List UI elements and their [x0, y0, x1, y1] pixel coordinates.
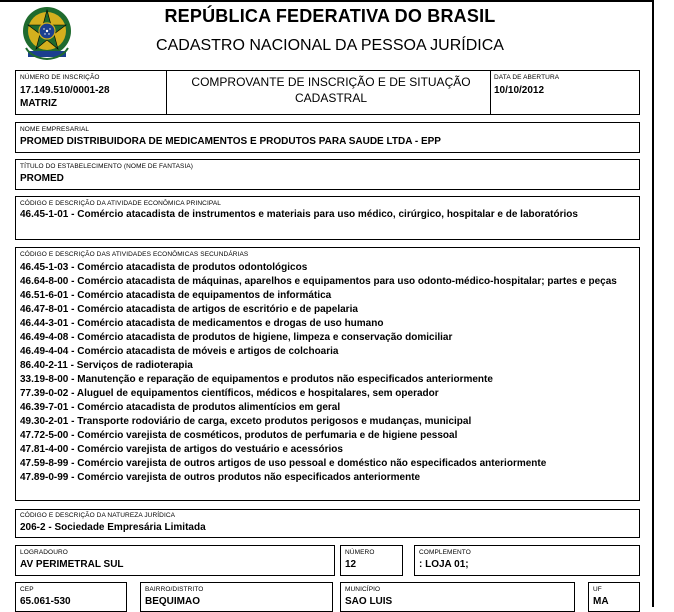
- street: AV PERIMETRAL SUL: [20, 559, 124, 570]
- list-item: 46.49-4-04 - Comércio atacadista de móveis e artigos de colchoaria: [20, 346, 339, 357]
- trade-name: PROMED: [20, 173, 64, 184]
- list-item: 46.64-8-00 - Comércio atacadista de máquinas, aparelhos e equipamentos para uso odonto-médico-hospitalar; partes e peças: [20, 276, 617, 287]
- list-item: 47.89-0-99 - Comércio varejista de outros produtos não especificados anteriormente: [20, 472, 421, 483]
- legal-nature-label: CÓDIGO E DESCRIÇÃO DA NATUREZA JURÍDICA: [20, 512, 176, 519]
- district: BEQUIMAO: [145, 596, 200, 607]
- list-item: 46.45-1-03 - Comércio atacadista de produtos odontológicos: [20, 262, 308, 273]
- complement-label: COMPLEMENTO: [419, 549, 471, 556]
- number: 12: [345, 559, 357, 570]
- list-item: 46.51-6-01 - Comércio atacadista de equipamentos de informática: [20, 290, 332, 301]
- legal-nature: 206-2 - Sociedade Empresária Limitada: [20, 522, 206, 533]
- document-title: [170, 74, 492, 106]
- frame-top-line: [0, 0, 654, 2]
- complement: : LOJA 01;: [419, 559, 469, 570]
- document-title-line2: CADASTRAL: [294, 91, 368, 105]
- main-activity-label: CÓDIGO E DESCRIÇÃO DA ATIVIDADE ECONÔMICA PRINCIPAL: [20, 200, 221, 207]
- zip-label: CEP: [20, 586, 34, 593]
- zip: 65.061-530: [20, 596, 71, 607]
- state-label: UF: [593, 586, 602, 593]
- street-label: LOGRADOURO: [20, 549, 68, 556]
- list-item: 46.47-8-01 - Comércio atacadista de artigos de escritório e de papelaria: [20, 304, 358, 315]
- secondary-activities-label: CÓDIGO E DESCRIÇÃO DAS ATIVIDADES ECONÔMICAS SECUNDÁRIAS: [20, 251, 249, 258]
- city-label: MUNICÍPIO: [345, 586, 381, 593]
- registry-title: CADASTRO NACIONAL DA PESSOA JURÍDICA: [156, 37, 504, 54]
- divider: [166, 70, 167, 115]
- state: MA: [593, 596, 609, 607]
- city: SAO LUIS: [345, 596, 393, 607]
- opening-date-label: DATA DE ABERTURA: [494, 74, 560, 81]
- list-item: 86.40-2-11 - Serviços de radioterapia: [20, 360, 193, 371]
- list-item: 33.19-8-00 - Manutenção e reparação de equipamentos e produtos não especificados anteriormente: [20, 374, 493, 385]
- list-item: 46.49-4-08 - Comércio atacadista de produtos de higiene, limpeza e conservação domiciliar: [20, 332, 453, 343]
- main-activity: 46.45-1-01 - Comércio atacadista de instrumentos e materiais para uso médico, cirúrgico, hospitalar e de laboratórios: [20, 209, 578, 220]
- frame-right-line: [652, 0, 654, 607]
- country-title: REPÚBLICA FEDERATIVA DO BRASIL: [164, 6, 496, 26]
- opening-date: 10/10/2012: [494, 85, 545, 96]
- list-item: 49.30-2-01 - Transporte rodoviário de carga, exceto produtos perigosos e mudanças, municipal: [20, 416, 472, 427]
- list-item: 47.81-4-00 - Comércio varejista de artigos do vestuário e acessórios: [20, 444, 343, 455]
- list-item: 47.59-8-99 - Comércio varejista de outros artigos de uso pessoal e doméstico não especificados anteriormente: [20, 458, 547, 469]
- coat-of-arms-icon: [18, 4, 76, 62]
- list-item: 77.39-0-02 - Aluguel de equipamentos científicos, médicos e hospitalares, sem operador: [20, 388, 439, 399]
- secondary-activities-list: [20, 261, 640, 485]
- company-name-label: NOME EMPRESARIAL: [20, 126, 90, 133]
- trade-name-label: TÍTULO DO ESTABELECIMENTO (NOME DE FANTASIA): [20, 163, 194, 170]
- inscription-type: MATRIZ: [20, 98, 58, 109]
- list-item: 46.39-7-01 - Comércio atacadista de produtos alimentícios em geral: [20, 402, 341, 413]
- list-item: 46.44-3-01 - Comércio atacadista de medicamentos e drogas de uso humano: [20, 318, 384, 329]
- number-label: NÚMERO: [345, 549, 375, 556]
- company-name: PROMED DISTRIBUIDORA DE MEDICAMENTOS E PRODUTOS PARA SAUDE LTDA - EPP: [20, 136, 441, 147]
- document-title-line1: COMPROVANTE DE INSCRIÇÃO E DE SITUAÇÃO: [191, 75, 471, 89]
- list-item: 47.72-5-00 - Comércio varejista de cosméticos, produtos de perfumaria e de higiene pessoal: [20, 430, 458, 441]
- inscription-label: NÚMERO DE INSCRIÇÃO: [20, 74, 100, 81]
- inscription-number: 17.149.510/0001-28: [20, 85, 110, 96]
- district-label: BAIRRO/DISTRITO: [145, 586, 204, 593]
